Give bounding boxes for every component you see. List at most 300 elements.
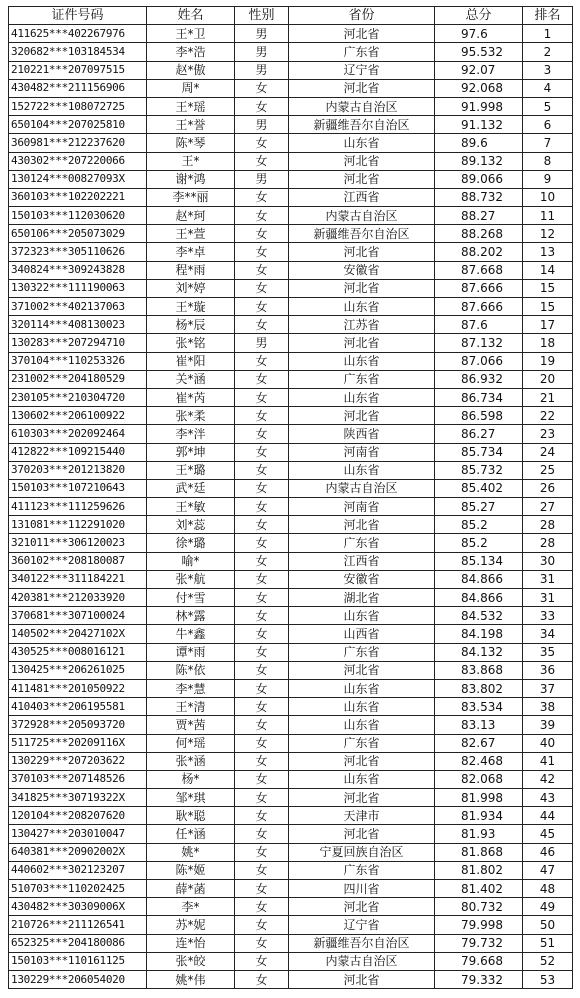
name-cell: 陈*姬 bbox=[147, 861, 235, 879]
table-row bbox=[9, 61, 573, 79]
table-row bbox=[9, 916, 573, 934]
id-number-cell: 130229***206054020 bbox=[9, 970, 147, 988]
gender-cell: 男 bbox=[235, 43, 289, 61]
score-cell: 92.068 bbox=[435, 79, 523, 97]
score-cell: 95.532 bbox=[435, 43, 523, 61]
table-row bbox=[9, 334, 573, 352]
id-number-cell: 370103***207148526 bbox=[9, 770, 147, 788]
province-cell: 河北省 bbox=[289, 152, 435, 170]
id-number-cell: 140502***20427102X bbox=[9, 625, 147, 643]
gender-cell: 男 bbox=[235, 61, 289, 79]
rank-cell: 47 bbox=[523, 861, 573, 879]
name-cell: 耿*聪 bbox=[147, 807, 235, 825]
gender-cell: 女 bbox=[235, 643, 289, 661]
name-cell: 王*誉 bbox=[147, 116, 235, 134]
table-row bbox=[9, 952, 573, 970]
table-row bbox=[9, 498, 573, 516]
province-cell: 新疆维吾尔自治区 bbox=[289, 225, 435, 243]
id-number-cell: 130427***203010047 bbox=[9, 825, 147, 843]
rank-cell: 44 bbox=[523, 807, 573, 825]
province-cell: 山东省 bbox=[289, 461, 435, 479]
id-number-cell: 430302***207220066 bbox=[9, 152, 147, 170]
rank-cell: 51 bbox=[523, 934, 573, 952]
score-cell: 84.132 bbox=[435, 643, 523, 661]
id-number-cell: 420381***212033920 bbox=[9, 589, 147, 607]
province-cell: 宁夏回族自治区 bbox=[289, 843, 435, 861]
province-cell: 山东省 bbox=[289, 716, 435, 734]
id-number-cell: 372323***305110626 bbox=[9, 243, 147, 261]
rank-cell: 13 bbox=[523, 243, 573, 261]
header-rank: 排名 bbox=[523, 7, 573, 25]
province-cell: 天津市 bbox=[289, 807, 435, 825]
province-cell: 山西省 bbox=[289, 625, 435, 643]
province-cell: 广东省 bbox=[289, 643, 435, 661]
score-cell: 84.866 bbox=[435, 570, 523, 588]
gender-cell: 女 bbox=[235, 388, 289, 406]
name-cell: 姚* bbox=[147, 843, 235, 861]
gender-cell: 男 bbox=[235, 170, 289, 188]
province-cell: 河北省 bbox=[289, 279, 435, 297]
score-cell: 81.402 bbox=[435, 880, 523, 898]
id-number-cell: 652325***204180086 bbox=[9, 934, 147, 952]
table-row bbox=[9, 516, 573, 534]
score-cell: 87.668 bbox=[435, 261, 523, 279]
rank-cell: 25 bbox=[523, 461, 573, 479]
gender-cell: 女 bbox=[235, 934, 289, 952]
name-cell: 张*铭 bbox=[147, 334, 235, 352]
gender-cell: 女 bbox=[235, 734, 289, 752]
gender-cell: 女 bbox=[235, 552, 289, 570]
name-cell: 刘*婷 bbox=[147, 279, 235, 297]
name-cell: 刘*蕊 bbox=[147, 516, 235, 534]
id-number-cell: 130322***111190063 bbox=[9, 279, 147, 297]
rank-cell: 6 bbox=[523, 116, 573, 134]
id-number-cell: 321011***306120023 bbox=[9, 534, 147, 552]
id-number-cell: 411481***201050922 bbox=[9, 679, 147, 697]
id-number-cell: 320114***408130023 bbox=[9, 316, 147, 334]
score-cell: 85.734 bbox=[435, 443, 523, 461]
score-cell: 92.07 bbox=[435, 61, 523, 79]
score-cell: 85.2 bbox=[435, 534, 523, 552]
table-row bbox=[9, 716, 573, 734]
province-cell: 河北省 bbox=[289, 170, 435, 188]
province-cell: 河北省 bbox=[289, 516, 435, 534]
province-cell: 四川省 bbox=[289, 880, 435, 898]
name-cell: 李* bbox=[147, 898, 235, 916]
province-cell: 广东省 bbox=[289, 43, 435, 61]
rank-cell: 3 bbox=[523, 61, 573, 79]
score-cell: 81.934 bbox=[435, 807, 523, 825]
score-cell: 88.27 bbox=[435, 207, 523, 225]
id-number-cell: 650106***205073029 bbox=[9, 225, 147, 243]
gender-cell: 女 bbox=[235, 789, 289, 807]
score-cell: 84.198 bbox=[435, 625, 523, 643]
province-cell: 陕西省 bbox=[289, 425, 435, 443]
rank-cell: 45 bbox=[523, 825, 573, 843]
name-cell: 杨*辰 bbox=[147, 316, 235, 334]
score-cell: 89.6 bbox=[435, 134, 523, 152]
gender-cell: 女 bbox=[235, 952, 289, 970]
table-row bbox=[9, 843, 573, 861]
rank-cell: 12 bbox=[523, 225, 573, 243]
table-row bbox=[9, 643, 573, 661]
rank-cell: 15 bbox=[523, 298, 573, 316]
name-cell: 张*涵 bbox=[147, 752, 235, 770]
rank-cell: 50 bbox=[523, 916, 573, 934]
score-cell: 88.732 bbox=[435, 188, 523, 206]
rank-cell: 34 bbox=[523, 625, 573, 643]
gender-cell: 女 bbox=[235, 225, 289, 243]
gender-cell: 女 bbox=[235, 352, 289, 370]
gender-cell: 女 bbox=[235, 498, 289, 516]
rank-cell: 28 bbox=[523, 516, 573, 534]
id-number-cell: 230105***210304720 bbox=[9, 388, 147, 406]
province-cell: 河南省 bbox=[289, 443, 435, 461]
header-id-number: 证件号码 bbox=[9, 7, 147, 25]
table-row bbox=[9, 898, 573, 916]
rank-cell: 26 bbox=[523, 479, 573, 497]
rank-cell: 11 bbox=[523, 207, 573, 225]
rank-cell: 24 bbox=[523, 443, 573, 461]
score-cell: 84.532 bbox=[435, 607, 523, 625]
gender-cell: 女 bbox=[235, 207, 289, 225]
rank-cell: 7 bbox=[523, 134, 573, 152]
gender-cell: 女 bbox=[235, 534, 289, 552]
rank-cell: 43 bbox=[523, 789, 573, 807]
id-number-cell: 411625***402267976 bbox=[9, 25, 147, 43]
id-number-cell: 131081***112291020 bbox=[9, 516, 147, 534]
table-row bbox=[9, 225, 573, 243]
province-cell: 内蒙古自治区 bbox=[289, 952, 435, 970]
rank-cell: 28 bbox=[523, 534, 573, 552]
rank-cell: 37 bbox=[523, 679, 573, 697]
rank-cell: 42 bbox=[523, 770, 573, 788]
id-number-cell: 370681***307100024 bbox=[9, 607, 147, 625]
name-cell: 牛*鑫 bbox=[147, 625, 235, 643]
name-cell: 张*柔 bbox=[147, 407, 235, 425]
score-cell: 81.998 bbox=[435, 789, 523, 807]
table-row bbox=[9, 352, 573, 370]
score-cell: 86.598 bbox=[435, 407, 523, 425]
id-number-cell: 150103***112030620 bbox=[9, 207, 147, 225]
name-cell: 王*瑶 bbox=[147, 97, 235, 115]
province-cell: 内蒙古自治区 bbox=[289, 479, 435, 497]
id-number-cell: 120104***208207620 bbox=[9, 807, 147, 825]
province-cell: 江西省 bbox=[289, 552, 435, 570]
rank-cell: 35 bbox=[523, 643, 573, 661]
rank-cell: 20 bbox=[523, 370, 573, 388]
table-row bbox=[9, 825, 573, 843]
rank-cell: 17 bbox=[523, 316, 573, 334]
rank-cell: 39 bbox=[523, 716, 573, 734]
gender-cell: 女 bbox=[235, 261, 289, 279]
name-cell: 周* bbox=[147, 79, 235, 97]
table-row bbox=[9, 407, 573, 425]
province-cell: 辽宁省 bbox=[289, 61, 435, 79]
rank-cell: 5 bbox=[523, 97, 573, 115]
province-cell: 山东省 bbox=[289, 698, 435, 716]
gender-cell: 男 bbox=[235, 25, 289, 43]
table-row bbox=[9, 79, 573, 97]
gender-cell: 女 bbox=[235, 443, 289, 461]
header-total-score: 总分 bbox=[435, 7, 523, 25]
name-cell: 连*怡 bbox=[147, 934, 235, 952]
id-number-cell: 210726***211126541 bbox=[9, 916, 147, 934]
gender-cell: 女 bbox=[235, 152, 289, 170]
rank-cell: 40 bbox=[523, 734, 573, 752]
gender-cell: 女 bbox=[235, 298, 289, 316]
score-cell: 91.998 bbox=[435, 97, 523, 115]
table-row bbox=[9, 261, 573, 279]
province-cell: 江西省 bbox=[289, 188, 435, 206]
province-cell: 河北省 bbox=[289, 789, 435, 807]
table-row bbox=[9, 479, 573, 497]
gender-cell: 女 bbox=[235, 243, 289, 261]
name-cell: 陈*依 bbox=[147, 661, 235, 679]
gender-cell: 女 bbox=[235, 661, 289, 679]
id-number-cell: 640381***20902002X bbox=[9, 843, 147, 861]
gender-cell: 女 bbox=[235, 970, 289, 988]
id-number-cell: 360102***208180087 bbox=[9, 552, 147, 570]
rank-cell: 33 bbox=[523, 607, 573, 625]
score-cell: 87.666 bbox=[435, 279, 523, 297]
name-cell: 张*航 bbox=[147, 570, 235, 588]
table-row bbox=[9, 279, 573, 297]
gender-cell: 女 bbox=[235, 516, 289, 534]
id-number-cell: 360103***102202221 bbox=[9, 188, 147, 206]
name-cell: 陈*琴 bbox=[147, 134, 235, 152]
rank-cell: 31 bbox=[523, 589, 573, 607]
score-cell: 89.132 bbox=[435, 152, 523, 170]
name-cell: 王*萱 bbox=[147, 225, 235, 243]
province-cell: 江苏省 bbox=[289, 316, 435, 334]
table-row bbox=[9, 207, 573, 225]
score-cell: 81.868 bbox=[435, 843, 523, 861]
name-cell: 林*露 bbox=[147, 607, 235, 625]
rank-cell: 36 bbox=[523, 661, 573, 679]
province-cell: 新疆维吾尔自治区 bbox=[289, 934, 435, 952]
rank-cell: 52 bbox=[523, 952, 573, 970]
id-number-cell: 430482***30309006X bbox=[9, 898, 147, 916]
score-cell: 88.202 bbox=[435, 243, 523, 261]
score-cell: 85.134 bbox=[435, 552, 523, 570]
name-cell: 王*璇 bbox=[147, 298, 235, 316]
rank-cell: 41 bbox=[523, 752, 573, 770]
table-row bbox=[9, 370, 573, 388]
id-number-cell: 130229***207203622 bbox=[9, 752, 147, 770]
rank-cell: 15 bbox=[523, 279, 573, 297]
score-cell: 79.998 bbox=[435, 916, 523, 934]
rank-cell: 49 bbox=[523, 898, 573, 916]
rank-cell: 10 bbox=[523, 188, 573, 206]
gender-cell: 女 bbox=[235, 279, 289, 297]
province-cell: 辽宁省 bbox=[289, 916, 435, 934]
name-cell: 李*泮 bbox=[147, 425, 235, 443]
score-cell: 85.2 bbox=[435, 516, 523, 534]
gender-cell: 男 bbox=[235, 334, 289, 352]
table-row bbox=[9, 770, 573, 788]
score-cell: 85.27 bbox=[435, 498, 523, 516]
ranking-sheet bbox=[8, 6, 572, 989]
gender-cell: 女 bbox=[235, 134, 289, 152]
name-cell: 李*慧 bbox=[147, 679, 235, 697]
name-cell: 崔*阳 bbox=[147, 352, 235, 370]
gender-cell: 女 bbox=[235, 79, 289, 97]
rank-cell: 2 bbox=[523, 43, 573, 61]
id-number-cell: 130425***206261025 bbox=[9, 661, 147, 679]
header-gender: 性别 bbox=[235, 7, 289, 25]
name-cell: 崔*芮 bbox=[147, 388, 235, 406]
header-province: 省份 bbox=[289, 7, 435, 25]
gender-cell: 女 bbox=[235, 625, 289, 643]
table-row bbox=[9, 134, 573, 152]
table-row bbox=[9, 243, 573, 261]
province-cell: 安徽省 bbox=[289, 570, 435, 588]
gender-cell: 女 bbox=[235, 97, 289, 115]
gender-cell: 女 bbox=[235, 316, 289, 334]
gender-cell: 女 bbox=[235, 880, 289, 898]
gender-cell: 女 bbox=[235, 861, 289, 879]
score-cell: 97.6 bbox=[435, 25, 523, 43]
name-cell: 贾*茜 bbox=[147, 716, 235, 734]
gender-cell: 女 bbox=[235, 807, 289, 825]
province-cell: 内蒙古自治区 bbox=[289, 207, 435, 225]
province-cell: 安徽省 bbox=[289, 261, 435, 279]
score-cell: 81.93 bbox=[435, 825, 523, 843]
id-number-cell: 411123***111259626 bbox=[9, 498, 147, 516]
name-cell: 姚*伟 bbox=[147, 970, 235, 988]
province-cell: 山东省 bbox=[289, 134, 435, 152]
province-cell: 河北省 bbox=[289, 407, 435, 425]
province-cell: 河北省 bbox=[289, 243, 435, 261]
rank-cell: 38 bbox=[523, 698, 573, 716]
score-cell: 82.468 bbox=[435, 752, 523, 770]
rank-cell: 30 bbox=[523, 552, 573, 570]
table-row bbox=[9, 116, 573, 134]
table-row bbox=[9, 698, 573, 716]
table-row bbox=[9, 461, 573, 479]
gender-cell: 女 bbox=[235, 752, 289, 770]
gender-cell: 女 bbox=[235, 570, 289, 588]
table-row bbox=[9, 25, 573, 43]
score-cell: 85.732 bbox=[435, 461, 523, 479]
rank-cell: 21 bbox=[523, 388, 573, 406]
table-row bbox=[9, 807, 573, 825]
score-cell: 83.13 bbox=[435, 716, 523, 734]
id-number-cell: 430525***008016121 bbox=[9, 643, 147, 661]
score-cell: 87.6 bbox=[435, 316, 523, 334]
rank-cell: 9 bbox=[523, 170, 573, 188]
province-cell: 河北省 bbox=[289, 25, 435, 43]
ranking-table bbox=[8, 6, 573, 989]
province-cell: 山东省 bbox=[289, 607, 435, 625]
name-cell: 武*廷 bbox=[147, 479, 235, 497]
table-row bbox=[9, 188, 573, 206]
name-cell: 李*卓 bbox=[147, 243, 235, 261]
province-cell: 山东省 bbox=[289, 770, 435, 788]
province-cell: 河北省 bbox=[289, 79, 435, 97]
gender-cell: 女 bbox=[235, 461, 289, 479]
name-cell: 李**丽 bbox=[147, 188, 235, 206]
id-number-cell: 150103***110161125 bbox=[9, 952, 147, 970]
province-cell: 广东省 bbox=[289, 370, 435, 388]
id-number-cell: 650104***207025810 bbox=[9, 116, 147, 134]
score-cell: 83.534 bbox=[435, 698, 523, 716]
table-row bbox=[9, 625, 573, 643]
gender-cell: 女 bbox=[235, 589, 289, 607]
id-number-cell: 152722***108072725 bbox=[9, 97, 147, 115]
gender-cell: 女 bbox=[235, 370, 289, 388]
name-cell: 程*雨 bbox=[147, 261, 235, 279]
rank-cell: 18 bbox=[523, 334, 573, 352]
province-cell: 山东省 bbox=[289, 679, 435, 697]
name-cell: 王* bbox=[147, 152, 235, 170]
province-cell: 河北省 bbox=[289, 970, 435, 988]
table-row bbox=[9, 880, 573, 898]
id-number-cell: 130124***00827093X bbox=[9, 170, 147, 188]
id-number-cell: 370104***110253326 bbox=[9, 352, 147, 370]
name-cell: 王*卫 bbox=[147, 25, 235, 43]
table-row bbox=[9, 43, 573, 61]
name-cell: 付*雪 bbox=[147, 589, 235, 607]
province-cell: 新疆维吾尔自治区 bbox=[289, 116, 435, 134]
province-cell: 广东省 bbox=[289, 734, 435, 752]
province-cell: 内蒙古自治区 bbox=[289, 97, 435, 115]
id-number-cell: 210221***207097515 bbox=[9, 61, 147, 79]
id-number-cell: 130283***207294710 bbox=[9, 334, 147, 352]
score-cell: 87.666 bbox=[435, 298, 523, 316]
name-cell: 谭*雨 bbox=[147, 643, 235, 661]
gender-cell: 女 bbox=[235, 825, 289, 843]
score-cell: 79.332 bbox=[435, 970, 523, 988]
id-number-cell: 130602***206100922 bbox=[9, 407, 147, 425]
table-row bbox=[9, 607, 573, 625]
name-cell: 苏*妮 bbox=[147, 916, 235, 934]
rank-cell: 48 bbox=[523, 880, 573, 898]
id-number-cell: 410403***206195581 bbox=[9, 698, 147, 716]
rank-cell: 8 bbox=[523, 152, 573, 170]
province-cell: 山东省 bbox=[289, 298, 435, 316]
province-cell: 山东省 bbox=[289, 352, 435, 370]
name-cell: 何*瑶 bbox=[147, 734, 235, 752]
id-number-cell: 360981***212237620 bbox=[9, 134, 147, 152]
gender-cell: 女 bbox=[235, 407, 289, 425]
province-cell: 广东省 bbox=[289, 534, 435, 552]
gender-cell: 女 bbox=[235, 898, 289, 916]
province-cell: 河南省 bbox=[289, 498, 435, 516]
rank-cell: 22 bbox=[523, 407, 573, 425]
gender-cell: 男 bbox=[235, 116, 289, 134]
gender-cell: 女 bbox=[235, 843, 289, 861]
id-number-cell: 510703***110202425 bbox=[9, 880, 147, 898]
score-cell: 79.668 bbox=[435, 952, 523, 970]
name-cell: 郭*坤 bbox=[147, 443, 235, 461]
table-row bbox=[9, 97, 573, 115]
score-cell: 84.866 bbox=[435, 589, 523, 607]
name-cell: 薛*菡 bbox=[147, 880, 235, 898]
name-cell: 关*涵 bbox=[147, 370, 235, 388]
score-cell: 86.27 bbox=[435, 425, 523, 443]
table-row bbox=[9, 752, 573, 770]
table-row bbox=[9, 534, 573, 552]
id-number-cell: 231002***204180529 bbox=[9, 370, 147, 388]
score-cell: 81.802 bbox=[435, 861, 523, 879]
id-number-cell: 370203***201213820 bbox=[9, 461, 147, 479]
id-number-cell: 511725***20209116X bbox=[9, 734, 147, 752]
score-cell: 83.802 bbox=[435, 679, 523, 697]
id-number-cell: 150103***107210643 bbox=[9, 479, 147, 497]
gender-cell: 女 bbox=[235, 425, 289, 443]
